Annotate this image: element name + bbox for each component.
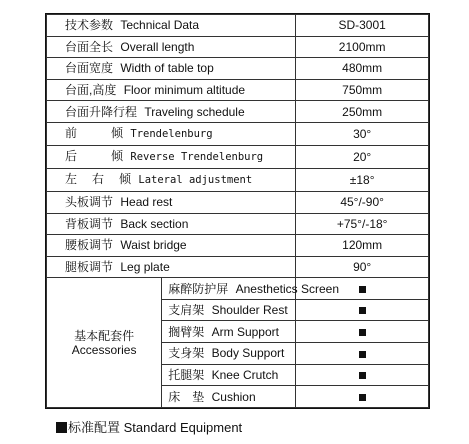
spec-table bbox=[46, 14, 429, 408]
row-label-zh: 头板调节 bbox=[65, 195, 114, 210]
accessories-label bbox=[47, 278, 162, 408]
standard-mark-cell bbox=[296, 386, 429, 408]
row-value: 30° bbox=[296, 122, 429, 145]
table-row bbox=[47, 278, 429, 300]
table-row bbox=[47, 256, 429, 278]
row-value: 2100mm bbox=[296, 36, 429, 58]
row-label-en: Floor minimum altitude bbox=[123, 83, 246, 98]
row-label-en: Lateral adjustment bbox=[138, 174, 253, 187]
filled-square-icon bbox=[56, 422, 67, 433]
row-label-zh-middle: 右 bbox=[92, 172, 105, 187]
row-label bbox=[47, 79, 296, 101]
row-label-zh-first: 前 bbox=[65, 126, 78, 141]
filled-square-icon bbox=[359, 286, 366, 293]
row-label-en: Overall length bbox=[120, 39, 195, 54]
row-value: 750mm bbox=[296, 79, 429, 101]
row-value: +75°/-18° bbox=[296, 213, 429, 235]
table-row bbox=[47, 145, 429, 168]
legend-label-zh: 标准配置 bbox=[68, 420, 121, 435]
row-label-zh: 台面,高度 bbox=[65, 83, 117, 98]
table-row bbox=[47, 122, 429, 145]
table-row bbox=[47, 235, 429, 257]
legend-label-en: Standard Equipment bbox=[123, 420, 243, 435]
row-label-en: Leg plate bbox=[120, 260, 170, 274]
table-row bbox=[47, 191, 429, 213]
accessory-label-zh: 支肩架 bbox=[168, 303, 205, 318]
row-label-zh: 台面宽度 bbox=[65, 61, 114, 76]
technical-data-table bbox=[45, 13, 430, 409]
header-label-zh: 技术参数 bbox=[65, 18, 114, 33]
table-row bbox=[47, 168, 429, 191]
accessory-label bbox=[162, 343, 296, 365]
accessory-label-en: Body Support bbox=[211, 346, 285, 361]
row-label-en: Width of table top bbox=[120, 61, 214, 76]
table-row bbox=[47, 213, 429, 235]
standard-mark-cell bbox=[296, 343, 429, 365]
row-label-zh-last: 倾 bbox=[111, 126, 124, 141]
table-row bbox=[47, 101, 429, 123]
accessory-label bbox=[162, 364, 296, 386]
filled-square-icon bbox=[359, 329, 366, 336]
standard-mark-cell bbox=[296, 364, 429, 386]
accessory-label-zh: 麻醉防护屏 bbox=[168, 281, 229, 296]
row-label bbox=[47, 213, 296, 235]
row-label bbox=[47, 168, 296, 191]
row-label-en: Reverse Trendelenburg bbox=[130, 151, 264, 164]
row-value: 90° bbox=[296, 256, 429, 278]
row-label-zh: 腰板调节 bbox=[65, 238, 114, 253]
legend bbox=[56, 417, 242, 436]
accessories-label-en: Accessories bbox=[71, 342, 137, 357]
accessory-label bbox=[162, 299, 296, 321]
accessory-label bbox=[162, 278, 339, 300]
filled-square-icon bbox=[359, 394, 366, 401]
table-row bbox=[47, 79, 429, 101]
accessory-label-en: Knee Crutch bbox=[211, 367, 279, 382]
accessory-label-zh: 支身架 bbox=[168, 346, 205, 361]
accessory-label-en: Shoulder Rest bbox=[211, 303, 288, 318]
filled-square-icon bbox=[359, 307, 366, 314]
accessory-label-en: Arm Support bbox=[211, 324, 279, 339]
row-label-en: Trendelenburg bbox=[130, 128, 213, 141]
row-label bbox=[47, 256, 296, 278]
accessory-label-zh: 托腿架 bbox=[168, 367, 205, 382]
row-label-zh-first: 左 bbox=[65, 172, 78, 187]
accessory-label bbox=[162, 386, 296, 408]
row-label bbox=[47, 235, 296, 257]
row-label-en: Traveling schedule bbox=[144, 104, 245, 119]
row-label-en: Back section bbox=[120, 216, 189, 231]
model-number: SD-3001 bbox=[296, 15, 429, 37]
row-value: 480mm bbox=[296, 58, 429, 80]
row-label-en: Head rest bbox=[120, 195, 173, 210]
header-label-en: Technical Data bbox=[120, 18, 200, 33]
row-value: 45°/-90° bbox=[296, 191, 429, 213]
row-label bbox=[47, 58, 296, 80]
row-label-en: Waist bridge bbox=[120, 238, 187, 253]
row-label bbox=[47, 145, 296, 168]
row-label-zh-last: 倾 bbox=[111, 149, 124, 164]
row-value: ±18° bbox=[296, 168, 429, 191]
standard-mark-cell bbox=[296, 321, 429, 343]
row-value: 120mm bbox=[296, 235, 429, 257]
table-header-row bbox=[47, 15, 429, 37]
accessories-label-zh: 基本配套件 bbox=[74, 328, 135, 343]
accessory-label-zh-last: 垫 bbox=[192, 389, 205, 404]
accessory-label-en: Anesthetics Screen bbox=[235, 281, 339, 296]
row-label-zh: 背板调节 bbox=[65, 216, 114, 231]
row-label bbox=[47, 191, 296, 213]
row-label-zh: 台面升降行程 bbox=[65, 104, 138, 119]
accessory-label-zh: 搁臂架 bbox=[168, 324, 205, 339]
row-value: 250mm bbox=[296, 101, 429, 123]
row-label bbox=[47, 36, 296, 58]
row-label-zh-first: 后 bbox=[65, 149, 78, 164]
standard-mark-cell bbox=[296, 299, 429, 321]
filled-square-icon bbox=[359, 372, 366, 379]
row-label bbox=[47, 122, 296, 145]
accessory-label-en: Cushion bbox=[211, 389, 256, 404]
filled-square-icon bbox=[359, 351, 366, 358]
accessory-label-zh-first: 床 bbox=[168, 389, 181, 404]
row-label-zh: 台面全长 bbox=[65, 39, 114, 54]
row-label-zh-last: 倾 bbox=[119, 172, 132, 187]
header-label-cell bbox=[47, 15, 296, 37]
row-label bbox=[47, 101, 296, 123]
row-label-zh: 腿板调节 bbox=[65, 260, 114, 274]
row-value: 20° bbox=[296, 145, 429, 168]
accessory-label bbox=[162, 321, 296, 343]
table-row bbox=[47, 58, 429, 80]
table-row bbox=[47, 36, 429, 58]
